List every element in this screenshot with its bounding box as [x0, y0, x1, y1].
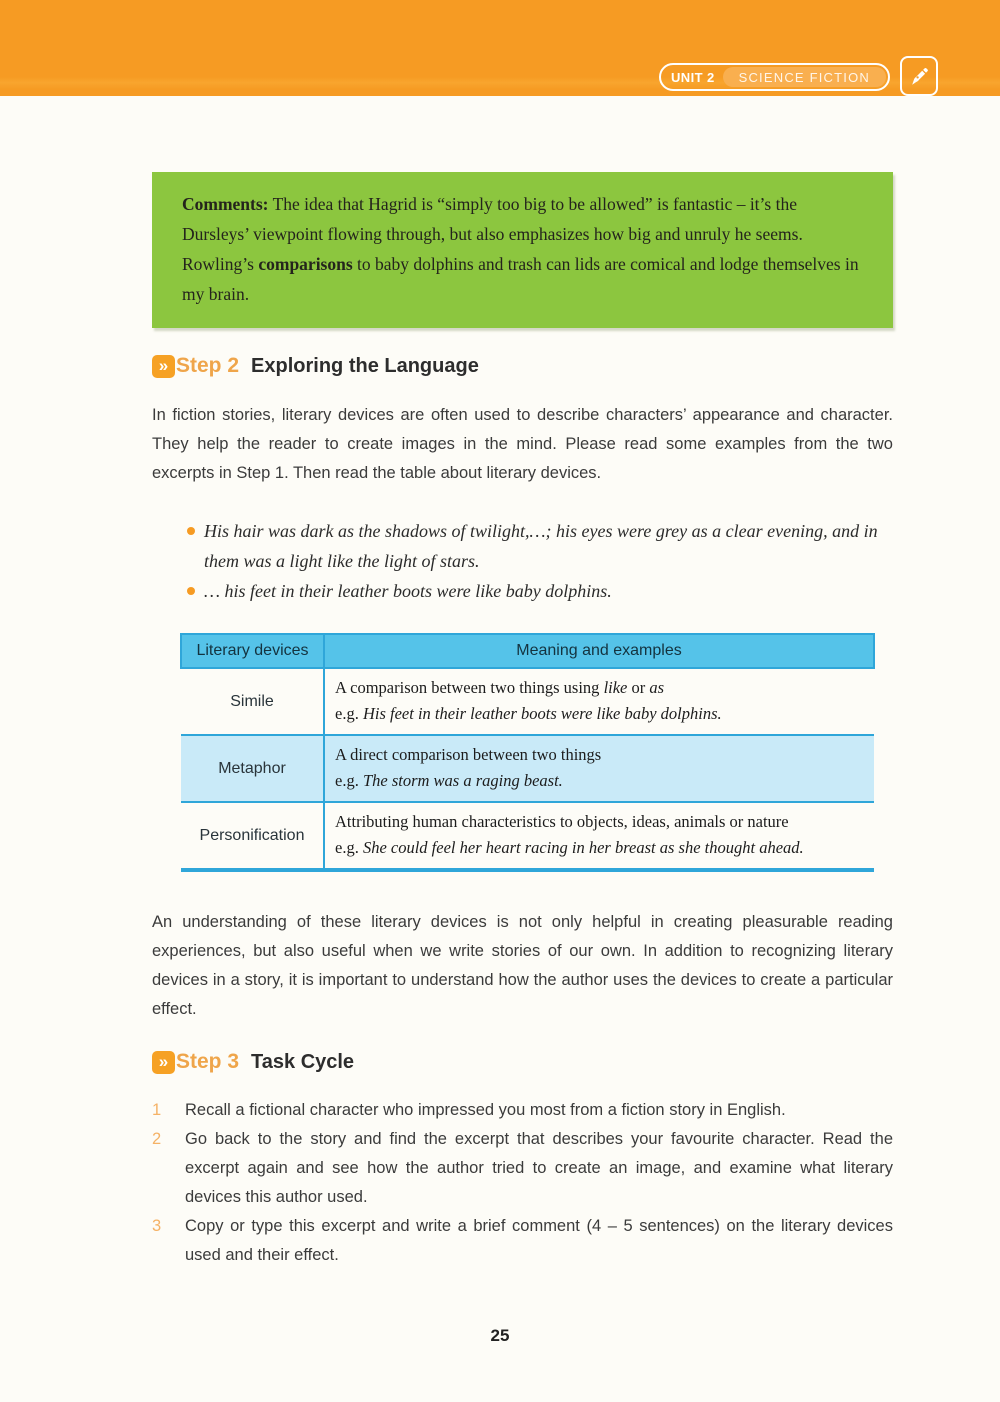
double-chevron-icon: » [152, 1051, 175, 1074]
unit-badge [659, 63, 890, 91]
quote-item: … his feet in their leather boots were like baby dolphins. [204, 576, 893, 606]
meaning-text: A direct comparison between two things [335, 745, 602, 764]
table-header-meaning: Meaning and examples [324, 634, 874, 668]
comments-text-1: The idea that Hagrid is “simply too big to be allowed” is fantastic – it’s the Dursleys’ viewpoint flowing through, but also emphasizes how big and unruly he seems. Rowling’s [182, 194, 803, 274]
comments-label: Comments: [182, 194, 269, 214]
after-table-paragraph: An understanding of these literary devices is not only helpful in creating pleasurable reading experiences, but also useful when we write stories of our own. In addition to recognizing literary devices in a story, it is important to understand how the author uses the devices to create a particular effect. [152, 913, 893, 1018]
meaning-italic: as [649, 678, 665, 697]
step2-heading [152, 354, 893, 378]
meaning-cell [324, 668, 874, 735]
step2-label: Step 2 [176, 354, 240, 377]
double-chevron-icon: » [152, 355, 175, 378]
task-item [152, 1096, 893, 1125]
device-cell: Simile [181, 668, 324, 735]
literary-devices-table [180, 633, 875, 872]
task-item [152, 1125, 893, 1212]
meaning-italic: like [603, 678, 628, 697]
example-text: She could feel her heart racing in her breast as she thought ahead. [362, 838, 804, 857]
task-number: 3 [152, 1217, 162, 1235]
page-number: 25 [490, 1326, 510, 1345]
example-label: e.g. [335, 771, 363, 790]
meaning-text: or [627, 678, 650, 697]
table-header-device: Literary devices [181, 634, 324, 668]
task-text: Recall a fictional character who impressed you most from a fiction story in English. [185, 1101, 786, 1119]
task-item [152, 1212, 893, 1270]
example-label: e.g. [335, 838, 363, 857]
meaning-cell [324, 802, 874, 870]
task-text: Go back to the story and find the excerpt that describes your favourite character. Read the excerpt again and see how the author tried to create an image, and examine what literary devices this author used. [185, 1130, 893, 1206]
example-label: e.g. [335, 704, 363, 723]
meaning-cell [324, 735, 874, 802]
device-cell: Personification [181, 802, 324, 870]
intro-paragraph: In fiction stories, literary devices are often used to describe characters’ appearance and character. They help the reader to create images in the mind. Please read some examples from the two excerpts in Step 1. Then read the table about literary devices. [152, 406, 893, 482]
unit-label: UNIT 2 [671, 69, 715, 85]
task-number: 1 [152, 1101, 162, 1119]
task-text: Copy or type this excerpt and write a brief comment (4 – 5 sentences) on the literary devices used and their effect. [185, 1217, 893, 1264]
unit-title-pill: SCIENCE FICTION [723, 67, 886, 87]
quote-list [152, 516, 893, 606]
header-band [0, 0, 1000, 96]
comments-box [152, 172, 893, 328]
comments-text-2: to baby dolphins and trash can lids are comical and lodge themselves in my brain. [182, 254, 859, 304]
table-row [181, 735, 874, 802]
table-row [181, 668, 874, 735]
page-content [0, 172, 1000, 1270]
step2-title: Exploring the Language [251, 354, 479, 377]
task-list [152, 1096, 893, 1270]
quote-item: His hair was dark as the shadows of twilight,…; his eyes were grey as a clear evening, and in them was a light like the light of stars. [204, 516, 893, 576]
step3-label: Step 3 [176, 1050, 240, 1073]
example-text: The storm was a raging beast. [362, 771, 563, 790]
table-header-row [181, 634, 874, 668]
meaning-text: A comparison between two things using [335, 678, 604, 697]
step3-title: Task Cycle [251, 1050, 355, 1073]
table-row [181, 802, 874, 870]
task-number: 2 [152, 1130, 162, 1148]
device-cell: Metaphor [181, 735, 324, 802]
example-text: His feet in their leather boots were like baby dolphins. [362, 704, 722, 723]
pen-nib-icon [900, 56, 938, 96]
comments-bold-word: comparisons [258, 254, 353, 274]
meaning-text: Attributing human characteristics to objects, ideas, animals or nature [335, 812, 789, 831]
step3-heading [152, 1050, 893, 1074]
